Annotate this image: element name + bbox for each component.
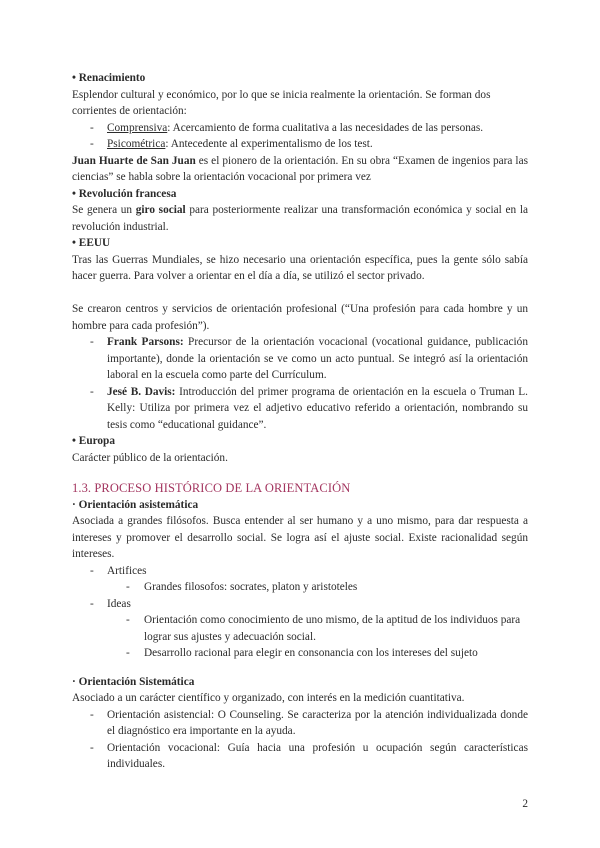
list-people: [72, 334, 528, 433]
paragraph-revolucion: [72, 202, 528, 235]
sublist-artifices: [72, 579, 528, 596]
list-item: [72, 596, 528, 662]
heading-sistematica: · Orientación Sistemática: [72, 675, 195, 688]
paragraph-sistematica: Asociado a un carácter científico y organizado, con interés en la medición cuantitativa.: [72, 692, 465, 704]
list-sistematica: [72, 707, 528, 773]
list-item: - Desarrollo racional para elegir en consonancia con los intereses del sujeto: [72, 645, 528, 662]
name-davis: Jesé B. Davis:: [107, 385, 176, 398]
paragraph-asistematica: Asociada a grandes filósofos. Busca entender al ser humano y a uno mismo, para dar respuesta a intereses y promover el desarrollo social. Se logra así el ajuste social. Existe racionalidad según intereses.: [72, 515, 528, 560]
list-item: - Grandes filosofos: socrates, platon y aristoteles: [72, 579, 528, 596]
section-title: 1.3. PROCESO HISTÓRICO DE LA ORIENTACIÓN: [72, 481, 351, 495]
paragraph-europa: Carácter público de la orientación.: [72, 451, 228, 464]
huarte-text: es el pionero de la orientación. En su obra “Examen de ingenios para las ciencias” se habla sobre la orientación vocacional por primera vez: [72, 154, 528, 183]
paragraph-eeuu-2: Se crearon centros y servicios de orientación profesional (“Una profesión para cada hombre y un hombre para cada profesión”).: [72, 303, 528, 332]
heading-asistematica: · Orientación asistemática: [72, 498, 199, 511]
text-span: Se genera un: [72, 204, 136, 216]
heading-renacimiento: • Renacimiento: [72, 72, 146, 84]
paragraph-renacimiento: Esplendor cultural y económico, por lo que se inicia realmente la orientación. Se forman dos corrientes de orientación:: [72, 88, 491, 117]
name-parsons: Frank Parsons:: [107, 336, 184, 348]
list-asistematica: [72, 563, 528, 662]
page-number: 2: [522, 798, 528, 810]
item-text: : Antecedente al experimentalismo de los test.: [165, 138, 373, 150]
term-comprensiva: Comprensiva: [107, 121, 168, 134]
name-huarte: Juan Huarte de San Juan: [72, 154, 196, 167]
heading-europa: • Europa: [72, 435, 115, 447]
document-page: [72, 70, 528, 773]
spacer: [72, 285, 528, 302]
item-text: Ideas: [107, 597, 131, 610]
heading-revolucion: • Revolución francesa: [72, 187, 177, 200]
item-text: : Acercamiento de forma cualitativa a las necesidades de las personas.: [167, 121, 484, 134]
item-text: Introducción del primer programa de orientación en la escuela o Truman L. Kelly: Utiliza por primera vez el adjetivo educativo referido a orientación, nombrando su tesis como “educational guidance”.: [107, 385, 528, 431]
list-item: [72, 120, 528, 137]
item-text: Precursor de la orientación vocacional (vocational guidance, publicación importante), donde la orientación se ve como un acto puntual. Se integró así la orientación laboral en la escuela como parte del Currículum.: [107, 336, 528, 381]
list-item: [72, 334, 528, 384]
sublist-ideas: [72, 612, 528, 662]
bold-giro-social: giro social: [135, 204, 186, 216]
list-item: [72, 563, 528, 596]
list-item: [72, 384, 528, 434]
term-psicometrica: Psicométrica: [107, 138, 166, 150]
list-item: [72, 136, 528, 153]
list-item: - Orientación asistencial: O Counseling. Se caracteriza por la atención individualizada donde el diagnóstico era importante en la ayuda.: [72, 707, 528, 740]
paragraph-eeuu-1: Tras las Guerras Mundiales, se hizo necesario una orientación específica, pues la gente sólo sabía hacer guerra. Para volver a orientar en el día a día, se utilizó el sector privado.: [72, 253, 528, 282]
paragraph-huarte: [72, 153, 528, 186]
list-item: - Orientación como conocimiento de uno mismo, de la aptitud de los individuos para lograr sus ajustes y adecuación social.: [72, 612, 528, 645]
text-span: para posteriormente realizar una transformación económica y social en la revolución industrial.: [72, 204, 528, 233]
list-item: - Orientación vocacional: Guía hacia una profesión u ocupación según características individuales.: [72, 740, 528, 773]
item-text: Artifices: [107, 564, 147, 577]
heading-eeuu: • EEUU: [72, 237, 111, 249]
list-corrientes: [72, 120, 528, 153]
